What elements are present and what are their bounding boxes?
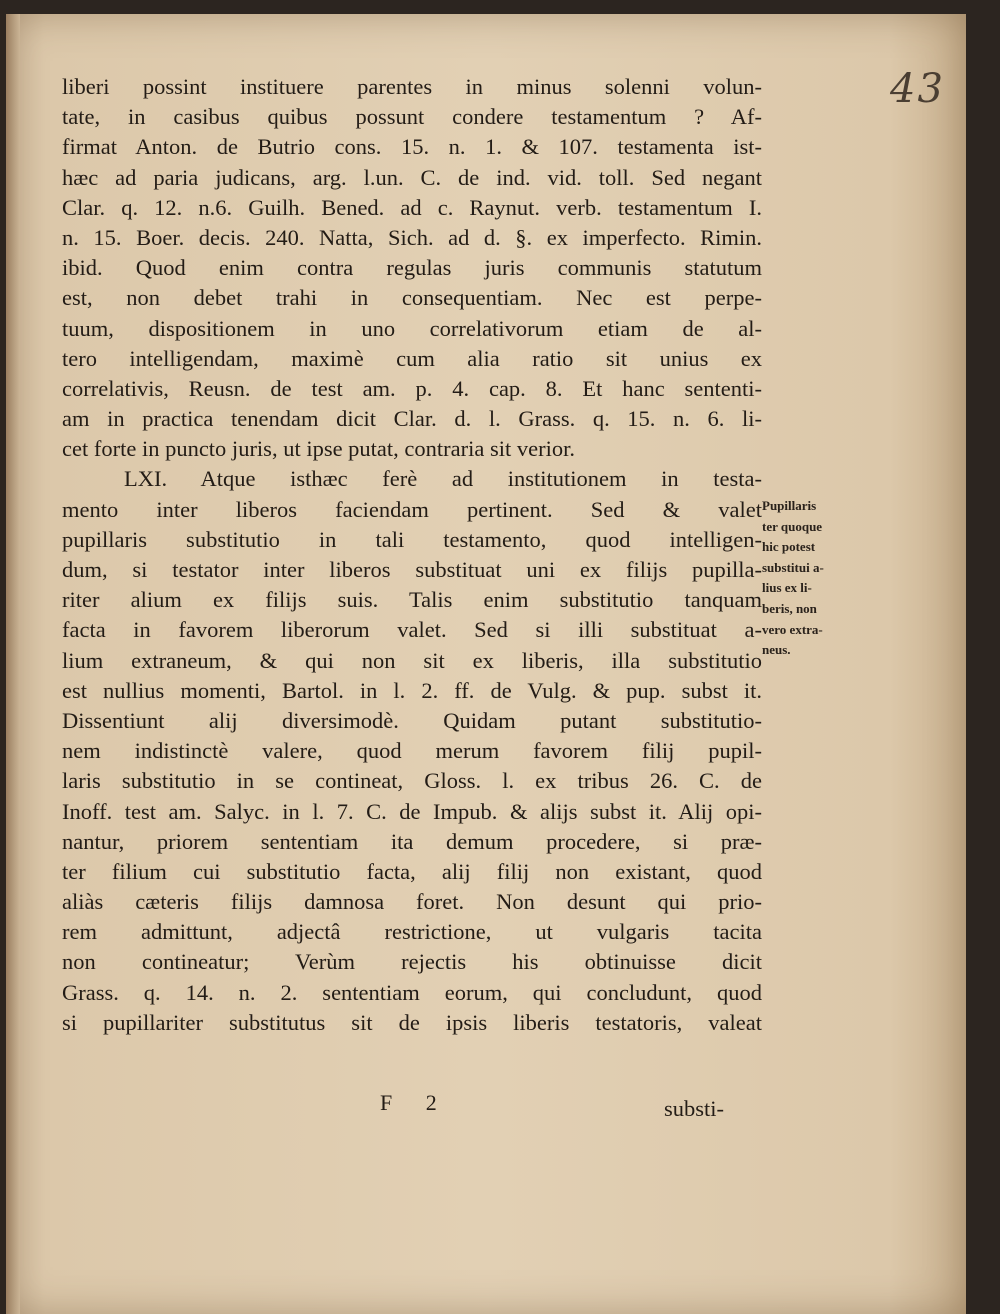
marginal-note-line: neus. [762,642,791,658]
signature-mark: F 2 [380,1090,451,1115]
section-heading-line: LXI. Atque isthæc ferè ad institutionem in testa- [124,466,762,492]
text-line: n. 15. Boer. decis. 240. Natta, Sich. ad d. §. ex imperfecto. Rimin. [62,224,762,250]
text-line: tate, in casibus quibus possunt condere testamentum ? Af- [62,104,762,130]
text-line: pupillaris substitutio in tali testamento, quod intelligen- [62,526,762,552]
text-line: est nullius momenti, Bartol. in l. 2. ff. de Vulg. & pup. subst it. [62,677,762,703]
marginal-note-line: Pupillaris [762,498,817,513]
text-line: liberi possint instituere parentes in minus solenni volun- [62,74,762,99]
text-line: lium extraneum, & qui non sit ex liberis, illa substitutio [62,647,762,673]
text-line: est, non debet trahi in consequentiam. Nec est perpe- [62,285,762,311]
text-line: tuum, dispositionem in uno correlativorum etiam de al- [62,315,762,341]
text-line: si pupillariter substitutus sit de ipsis liberis testatoris, valeat [62,1009,762,1035]
text-line: hæc ad paria judicans, arg. l.un. C. de ind. vid. toll. Sed negant [62,164,762,190]
text-line: correlativis, Reusn. de test am. p. 4. cap. 8. Et hanc sententi- [62,375,762,401]
text-line: non contineatur; Verùm rejectis his obtinuisse dicit [62,949,762,975]
text-line: Grass. q. 14. n. 2. sententiam eorum, qui concludunt, quod [62,979,762,1005]
text-line: ter filium cui substitutio facta, alij filij non existant, quod [62,858,762,884]
catchword: substi- [664,1096,725,1121]
marginal-note-line: hic potest [762,539,816,555]
marginal-note-line: ter quoque [762,518,823,534]
marginal-note-line: lius ex li- [762,580,812,596]
text-line: nem indistinctè valere, quod merum favorem filij pupil- [62,738,762,764]
marginal-note-line: beris, non [762,600,817,616]
body-text [62,72,762,1038]
text-line: rem admittunt, adjectâ restrictione, ut vulgaris tacita [62,919,762,945]
text-line: nantur, priorem sententiam ita demum procedere, si præ- [62,828,762,854]
text-line: firmat Anton. de Butrio cons. 15. n. 1. & 107. testamenta ist- [62,134,762,160]
text-line: facta in favorem liberorum valet. Sed si illi substituat a- [62,617,762,643]
text-line: riter alium ex filijs suis. Talis enim substitutio tanquam [62,587,762,613]
text-line: laris substitutio in se contineat, Gloss. l. ex tribus 26. C. de [62,768,762,794]
text-line: Inoff. test am. Salyc. in l. 7. C. de Impub. & alijs subst it. Alij opi- [62,798,762,824]
marginal-note-line: vero extra- [762,621,823,637]
text-line: aliàs cæteris filijs damnosa foret. Non desunt qui prio- [62,889,762,915]
folio-number: 43 [890,66,945,112]
page-gutter-edge [6,14,20,1314]
text-line: Dissentiunt alij diversimodè. Quidam putant substitutio- [62,707,762,733]
marginal-note-line: substitui a- [762,559,824,575]
text-line: cet forte in puncto juris, ut ipse putat, contraria sit verior. [62,436,575,462]
text-line: dum, si testator inter liberos substituat uni ex filijs pupilla- [62,557,762,582]
text-line: Clar. q. 12. n.6. Guilh. Bened. ad c. Raynut. verb. testamentum I. [62,194,762,220]
text-line: mento inter liberos faciendam pertinent. Sed & valet [62,496,762,522]
text-line: tero intelligendam, maximè cum alia ratio sit unius ex [62,345,762,371]
text-line: ibid. Quod enim contra regulas juris communis statutum [62,255,762,281]
marginal-note [762,496,862,661]
text-line: am in practica tenendam dicit Clar. d. l. Grass. q. 15. n. 6. li- [62,406,762,432]
